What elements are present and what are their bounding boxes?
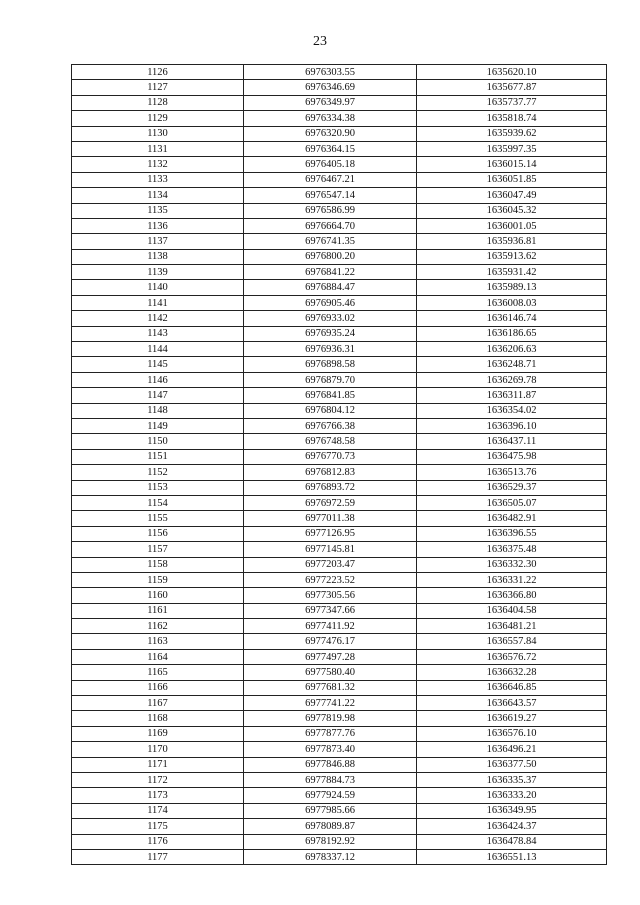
x-coordinate-cell: 6976879.70 (244, 372, 417, 387)
point-number-cell: 1131 (72, 141, 244, 156)
point-number-cell: 1135 (72, 203, 244, 218)
point-number-cell: 1142 (72, 311, 244, 326)
point-number-cell: 1162 (72, 619, 244, 634)
x-coordinate-cell: 6976741.35 (244, 234, 417, 249)
y-coordinate-cell: 1636513.76 (417, 465, 607, 480)
y-coordinate-cell: 1636643.57 (417, 696, 607, 711)
x-coordinate-cell: 6976905.46 (244, 295, 417, 310)
x-coordinate-cell: 6977126.95 (244, 526, 417, 541)
x-coordinate-cell: 6976364.15 (244, 141, 417, 156)
x-coordinate-cell: 6976884.47 (244, 280, 417, 295)
table-row (72, 603, 607, 618)
table-row (72, 726, 607, 741)
y-coordinate-cell: 1635737.77 (417, 95, 607, 110)
x-coordinate-cell: 6976770.73 (244, 449, 417, 464)
point-number-cell: 1158 (72, 557, 244, 572)
y-coordinate-cell: 1636269.78 (417, 372, 607, 387)
table-row (72, 834, 607, 849)
page-number: 23 (313, 34, 327, 49)
x-coordinate-cell: 6976972.59 (244, 495, 417, 510)
point-number-cell: 1126 (72, 65, 244, 80)
table-row (72, 711, 607, 726)
table-row (72, 434, 607, 449)
point-number-cell: 1133 (72, 172, 244, 187)
table-row (72, 111, 607, 126)
table-row (72, 65, 607, 80)
x-coordinate-cell: 6976766.38 (244, 418, 417, 433)
table-row (72, 249, 607, 264)
table-row (72, 172, 607, 187)
x-coordinate-cell: 6977145.81 (244, 542, 417, 557)
x-coordinate-cell: 6976841.22 (244, 265, 417, 280)
y-coordinate-cell: 1636354.02 (417, 403, 607, 418)
y-coordinate-cell: 1636424.37 (417, 819, 607, 834)
y-coordinate-cell: 1636496.21 (417, 742, 607, 757)
x-coordinate-cell: 6976804.12 (244, 403, 417, 418)
x-coordinate-cell: 6976346.69 (244, 80, 417, 95)
point-number-cell: 1136 (72, 218, 244, 233)
point-number-cell: 1137 (72, 234, 244, 249)
y-coordinate-cell: 1636529.37 (417, 480, 607, 495)
table-row (72, 403, 607, 418)
y-coordinate-cell: 1636551.13 (417, 849, 607, 864)
table-row (72, 326, 607, 341)
table-row (72, 849, 607, 864)
point-number-cell: 1129 (72, 111, 244, 126)
point-number-cell: 1134 (72, 188, 244, 203)
x-coordinate-cell: 6977411.92 (244, 619, 417, 634)
y-coordinate-cell: 1636045.32 (417, 203, 607, 218)
point-number-cell: 1146 (72, 372, 244, 387)
table-row (72, 280, 607, 295)
point-number-cell: 1154 (72, 495, 244, 510)
x-coordinate-cell: 6976898.58 (244, 357, 417, 372)
y-coordinate-cell: 1636333.20 (417, 788, 607, 803)
x-coordinate-cell: 6977884.73 (244, 772, 417, 787)
point-number-cell: 1147 (72, 388, 244, 403)
x-coordinate-cell: 6976935.24 (244, 326, 417, 341)
point-number-cell: 1174 (72, 803, 244, 818)
point-number-cell: 1156 (72, 526, 244, 541)
x-coordinate-cell: 6976893.72 (244, 480, 417, 495)
x-coordinate-cell: 6977347.66 (244, 603, 417, 618)
x-coordinate-cell: 6976320.90 (244, 126, 417, 141)
y-coordinate-cell: 1636437.11 (417, 434, 607, 449)
x-coordinate-cell: 6977305.56 (244, 588, 417, 603)
y-coordinate-cell: 1636481.21 (417, 619, 607, 634)
table-row (72, 680, 607, 695)
y-coordinate-cell: 1636576.72 (417, 649, 607, 664)
y-coordinate-cell: 1636349.95 (417, 803, 607, 818)
y-coordinate-cell: 1635913.62 (417, 249, 607, 264)
table-row (72, 449, 607, 464)
y-coordinate-cell: 1636001.05 (417, 218, 607, 233)
point-number-cell: 1153 (72, 480, 244, 495)
x-coordinate-cell: 6976349.97 (244, 95, 417, 110)
x-coordinate-cell: 6976936.31 (244, 342, 417, 357)
point-number-cell: 1139 (72, 265, 244, 280)
point-number-cell: 1175 (72, 819, 244, 834)
table-row (72, 511, 607, 526)
y-coordinate-cell: 1636404.58 (417, 603, 607, 618)
point-number-cell: 1177 (72, 849, 244, 864)
table-row (72, 357, 607, 372)
y-coordinate-cell: 1635931.42 (417, 265, 607, 280)
table-row (72, 342, 607, 357)
y-coordinate-cell: 1636482.91 (417, 511, 607, 526)
table-row (72, 265, 607, 280)
coordinates-table-body (72, 65, 607, 865)
x-coordinate-cell: 6977580.40 (244, 665, 417, 680)
y-coordinate-cell: 1636475.98 (417, 449, 607, 464)
y-coordinate-cell: 1635939.62 (417, 126, 607, 141)
x-coordinate-cell: 6977223.52 (244, 572, 417, 587)
coordinates-table (71, 64, 607, 865)
x-coordinate-cell: 6977846.88 (244, 757, 417, 772)
point-number-cell: 1152 (72, 465, 244, 480)
y-coordinate-cell: 1636146.74 (417, 311, 607, 326)
x-coordinate-cell: 6976664.70 (244, 218, 417, 233)
y-coordinate-cell: 1635677.87 (417, 80, 607, 95)
y-coordinate-cell: 1636375.48 (417, 542, 607, 557)
y-coordinate-cell: 1636377.50 (417, 757, 607, 772)
y-coordinate-cell: 1636248.71 (417, 357, 607, 372)
y-coordinate-cell: 1636505.07 (417, 495, 607, 510)
y-coordinate-cell: 1636576.10 (417, 726, 607, 741)
y-coordinate-cell: 1636047.49 (417, 188, 607, 203)
table-row (72, 418, 607, 433)
x-coordinate-cell: 6976586.99 (244, 203, 417, 218)
y-coordinate-cell: 1636051.85 (417, 172, 607, 187)
point-number-cell: 1145 (72, 357, 244, 372)
table-row (72, 572, 607, 587)
table-row (72, 557, 607, 572)
y-coordinate-cell: 1636332.30 (417, 557, 607, 572)
point-number-cell: 1170 (72, 742, 244, 757)
x-coordinate-cell: 6977203.47 (244, 557, 417, 572)
y-coordinate-cell: 1636331.22 (417, 572, 607, 587)
x-coordinate-cell: 6977741.22 (244, 696, 417, 711)
x-coordinate-cell: 6977819.98 (244, 711, 417, 726)
table-row (72, 388, 607, 403)
point-number-cell: 1164 (72, 649, 244, 664)
y-coordinate-cell: 1636015.14 (417, 157, 607, 172)
point-number-cell: 1138 (72, 249, 244, 264)
y-coordinate-cell: 1636366.80 (417, 588, 607, 603)
table-row (72, 141, 607, 156)
point-number-cell: 1165 (72, 665, 244, 680)
table-row (72, 634, 607, 649)
y-coordinate-cell: 1636396.55 (417, 526, 607, 541)
table-row (72, 495, 607, 510)
y-coordinate-cell: 1636186.65 (417, 326, 607, 341)
table-row (72, 757, 607, 772)
point-number-cell: 1157 (72, 542, 244, 557)
point-number-cell: 1130 (72, 126, 244, 141)
point-number-cell: 1143 (72, 326, 244, 341)
point-number-cell: 1167 (72, 696, 244, 711)
table-row (72, 788, 607, 803)
x-coordinate-cell: 6976812.83 (244, 465, 417, 480)
table-row (72, 526, 607, 541)
y-coordinate-cell: 1636619.27 (417, 711, 607, 726)
point-number-cell: 1168 (72, 711, 244, 726)
table-row (72, 803, 607, 818)
y-coordinate-cell: 1636008.03 (417, 295, 607, 310)
x-coordinate-cell: 6977877.76 (244, 726, 417, 741)
x-coordinate-cell: 6977924.59 (244, 788, 417, 803)
x-coordinate-cell: 6977873.40 (244, 742, 417, 757)
x-coordinate-cell: 6976303.55 (244, 65, 417, 80)
point-number-cell: 1148 (72, 403, 244, 418)
y-coordinate-cell: 1635997.35 (417, 141, 607, 156)
y-coordinate-cell: 1635936.81 (417, 234, 607, 249)
point-number-cell: 1150 (72, 434, 244, 449)
point-number-cell: 1128 (72, 95, 244, 110)
point-number-cell: 1171 (72, 757, 244, 772)
y-coordinate-cell: 1636206.63 (417, 342, 607, 357)
table-row (72, 588, 607, 603)
table-row (72, 218, 607, 233)
y-coordinate-cell: 1636478.84 (417, 834, 607, 849)
x-coordinate-cell: 6976841.85 (244, 388, 417, 403)
point-number-cell: 1141 (72, 295, 244, 310)
y-coordinate-cell: 1636646.85 (417, 680, 607, 695)
x-coordinate-cell: 6978192.92 (244, 834, 417, 849)
table-row (72, 372, 607, 387)
x-coordinate-cell: 6976405.18 (244, 157, 417, 172)
point-number-cell: 1160 (72, 588, 244, 603)
table-row (72, 480, 607, 495)
table-row (72, 234, 607, 249)
y-coordinate-cell: 1636396.10 (417, 418, 607, 433)
point-number-cell: 1163 (72, 634, 244, 649)
y-coordinate-cell: 1636632.28 (417, 665, 607, 680)
point-number-cell: 1159 (72, 572, 244, 587)
x-coordinate-cell: 6977497.28 (244, 649, 417, 664)
point-number-cell: 1149 (72, 418, 244, 433)
point-number-cell: 1127 (72, 80, 244, 95)
x-coordinate-cell: 6977476.17 (244, 634, 417, 649)
y-coordinate-cell: 1635989.13 (417, 280, 607, 295)
table-row (72, 665, 607, 680)
x-coordinate-cell: 6976334.38 (244, 111, 417, 126)
table-row (72, 542, 607, 557)
x-coordinate-cell: 6976547.14 (244, 188, 417, 203)
x-coordinate-cell: 6976748.58 (244, 434, 417, 449)
x-coordinate-cell: 6978089.87 (244, 819, 417, 834)
table-row (72, 188, 607, 203)
point-number-cell: 1172 (72, 772, 244, 787)
table-row (72, 295, 607, 310)
x-coordinate-cell: 6977681.32 (244, 680, 417, 695)
point-number-cell: 1161 (72, 603, 244, 618)
table-row (72, 80, 607, 95)
x-coordinate-cell: 6976467.21 (244, 172, 417, 187)
point-number-cell: 1176 (72, 834, 244, 849)
point-number-cell: 1166 (72, 680, 244, 695)
y-coordinate-cell: 1635818.74 (417, 111, 607, 126)
point-number-cell: 1173 (72, 788, 244, 803)
table-row (72, 772, 607, 787)
table-row (72, 311, 607, 326)
table-row (72, 649, 607, 664)
x-coordinate-cell: 6977985.66 (244, 803, 417, 818)
table-row (72, 95, 607, 110)
y-coordinate-cell: 1636557.84 (417, 634, 607, 649)
table-row (72, 696, 607, 711)
table-row (72, 742, 607, 757)
point-number-cell: 1140 (72, 280, 244, 295)
table-row (72, 126, 607, 141)
point-number-cell: 1144 (72, 342, 244, 357)
y-coordinate-cell: 1636311.87 (417, 388, 607, 403)
table-row (72, 203, 607, 218)
y-coordinate-cell: 1635620.10 (417, 65, 607, 80)
point-number-cell: 1151 (72, 449, 244, 464)
x-coordinate-cell: 6977011.38 (244, 511, 417, 526)
table-row (72, 819, 607, 834)
point-number-cell: 1132 (72, 157, 244, 172)
x-coordinate-cell: 6976933.02 (244, 311, 417, 326)
x-coordinate-cell: 6976800.20 (244, 249, 417, 264)
y-coordinate-cell: 1636335.37 (417, 772, 607, 787)
table-row (72, 157, 607, 172)
x-coordinate-cell: 6978337.12 (244, 849, 417, 864)
table-row (72, 465, 607, 480)
point-number-cell: 1155 (72, 511, 244, 526)
table-row (72, 619, 607, 634)
point-number-cell: 1169 (72, 726, 244, 741)
